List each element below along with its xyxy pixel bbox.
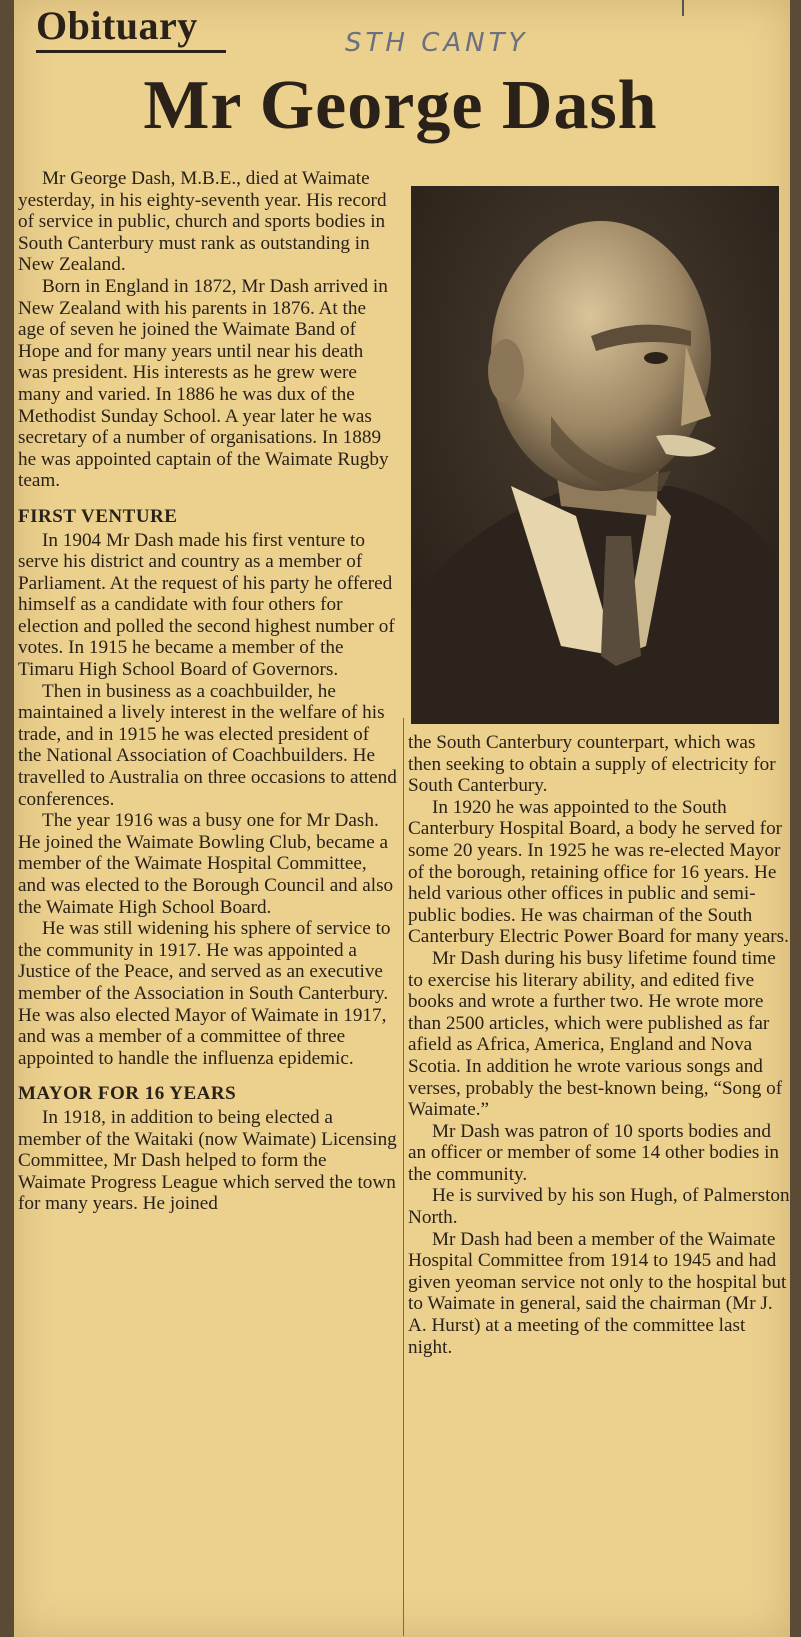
pen-mark	[682, 0, 684, 16]
section-underline	[36, 50, 226, 53]
paragraph: Mr George Dash, M.B.E., died at Waimate yesterday, in his eighty-seventh year. His record of service in public, church and sports bodies in South Canterbury must rank as outstanding in New Zealand.	[18, 168, 387, 276]
man-portrait-icon	[411, 186, 779, 724]
paragraph: Mr Dash had been a member of the Waimate Hospital Committee from 1914 to 1945 and had given yeoman service not only to the hospital but to Waimate in general, said the chairman (Mr J. A. Hurst) at a meeting of the committee last night.	[408, 1228, 787, 1358]
subheading: MAYOR FOR 16 YEARS	[18, 1083, 237, 1105]
left-column	[18, 168, 397, 1215]
section-label: Obituary	[36, 3, 198, 48]
column-divider	[403, 718, 404, 1636]
paragraph: Mr Dash during his busy lifetime found time to exercise his literary ability, and edited five books and wrote a further two. He wrote more than 2500 articles, which were published as far afield as Africa, America, England and Nova Scotia. In addition he wrote various songs and verses, probably the best-known being, “Song of Waimate.”	[408, 947, 783, 1121]
paragraph: the South Canterbury counterpart, which was then seeking to obtain a supply of electricity for South Canterbury.	[408, 732, 776, 797]
paragraph: Then in business as a coachbuilder, he maintained a lively interest in the welfare of his trade, and in 1915 he was elected president of the National Association of Coachbuilders. He travelled to Australia on three occasions to attend conferences.	[18, 680, 397, 810]
paragraph: He is survived by his son Hugh, of Palmerston North.	[408, 1185, 790, 1229]
handwritten-note: STH CANTY	[345, 28, 529, 58]
paragraph: In 1904 Mr Dash made his first venture to serve his district and country as a member of Parliament. At the request of his party he offered himself as a candidate with four others for election and polled the second highest number of votes. In 1915 he became a member of the Timaru High School Board of Governors.	[18, 529, 395, 681]
headline: Mr George Dash	[143, 67, 658, 144]
paragraph: In 1920 he was appointed to the South Canterbury Hospital Board, a body he served for some 20 years. In 1925 he was re-elected Mayor of the borough, retaining office for 16 years. He held various other offices in public and semi-public bodies. He was chairman of the South Canterbury Electric Power Board for many years.	[408, 796, 789, 948]
paragraph: Mr Dash was patron of 10 sports bodies and an officer or member of some 14 other bodies in the community.	[408, 1120, 780, 1185]
paragraph: In 1918, in addition to being elected a member of the Waitaki (now Waimate) Licensing Committee, Mr Dash helped to form the Waimate Progress League which served the town for many years. He joined	[18, 1106, 397, 1215]
paragraph: Born in England in 1872, Mr Dash arrived in New Zealand with his parents in 1876. At the age of seven he joined the Waimate Band of Hope and for many years until near his death was president. His interests as he grew were many and varied. In 1886 he was dux of the Methodist Sunday School. A year later he was secretary of a number of organisations. In 1889 he was appointed captain of the Waimate Rugby team.	[18, 275, 389, 492]
portrait-photo	[411, 186, 779, 724]
paragraph: He was still widening his sphere of service to the community in 1917. He was appointed a Justice of the Peace, and served as an executive member of the Association in South Canterbury. He was also elected Mayor of Waimate in 1917, and was a member of a committee of three appointed to handle the influenza epidemic.	[18, 918, 391, 1069]
right-column	[408, 732, 792, 1358]
paragraph: The year 1916 was a busy one for Mr Dash. He joined the Waimate Bowling Club, became a member of the Waimate Hospital Committee, and was elected to the Borough Council and also the Waimate High School Board.	[18, 810, 394, 918]
subheading: FIRST VENTURE	[18, 505, 178, 527]
